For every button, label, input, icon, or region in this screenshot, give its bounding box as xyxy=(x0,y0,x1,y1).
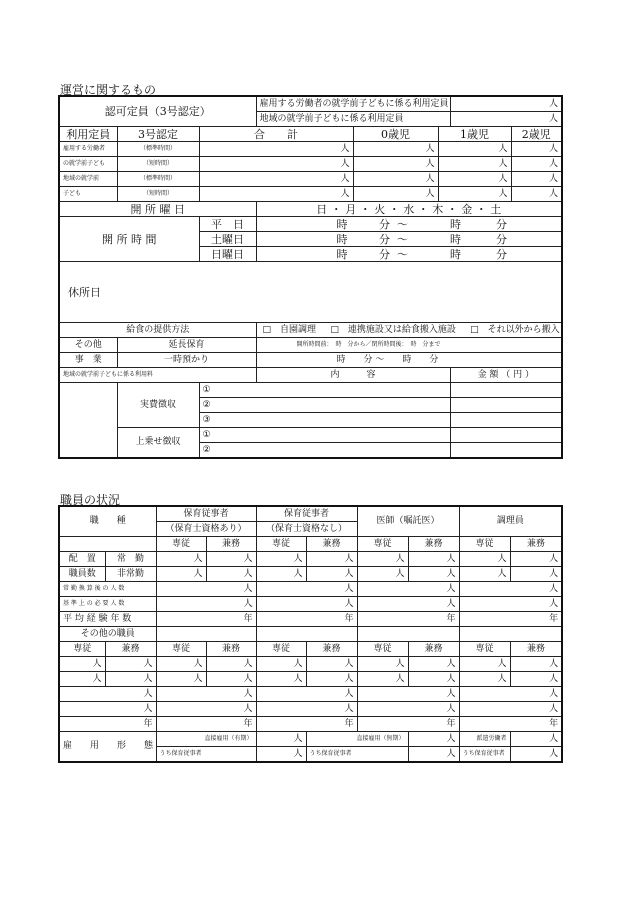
hitsuyo-cell[interactable]: 人 xyxy=(459,597,562,612)
riyo-label: 利用定員 xyxy=(59,127,117,142)
sonota-blank[interactable] xyxy=(256,627,357,642)
nintei-row2-label: 地域の就学前子どもに係る利用定員 xyxy=(256,112,450,127)
kansan-cell[interactable]: 人 xyxy=(357,582,459,597)
jippi-amount-3[interactable] xyxy=(450,413,562,428)
chokusetsu-yuki-label: 直接雇用（有期） xyxy=(156,732,256,747)
sonota-cell[interactable]: 人 xyxy=(459,672,510,687)
sonota-cell[interactable]: 人 xyxy=(357,657,408,672)
sonota-kenmu: 兼務 xyxy=(306,642,357,657)
chiiki-short-age2[interactable]: 人 xyxy=(511,187,562,202)
heikin-label: 平 均 経 験 年 数 xyxy=(59,612,156,627)
sonota-cell[interactable]: 人 xyxy=(408,672,459,687)
sonota-sum-cell[interactable]: 人 xyxy=(357,702,459,717)
sonota-year-cell[interactable]: 年 xyxy=(459,717,562,732)
uwanose-label: 上乗せ徴収 xyxy=(117,428,199,459)
hoiku-b-kenmu: 兼務 xyxy=(306,537,357,552)
sonota-kenmu: 兼務 xyxy=(206,642,256,657)
std-time-label: （標準時間） xyxy=(117,142,199,157)
kaisho-youbi-label: 開 所 曜 日 xyxy=(59,202,256,217)
rodosha-label-2: の就学前子ども xyxy=(59,157,117,172)
jippi-amount-1[interactable] xyxy=(450,383,562,398)
nintei-row2-value[interactable]: 人 xyxy=(450,112,562,127)
sonota-sum-cell[interactable]: 人 xyxy=(59,702,156,717)
rodosha-short-age1[interactable]: 人 xyxy=(438,157,511,172)
sonota-year-cell[interactable]: 年 xyxy=(59,717,156,732)
shokushu-sub-blank xyxy=(59,537,156,552)
sonota-sum-cell[interactable]: 人 xyxy=(156,687,256,702)
sonota-senju: 専従 xyxy=(59,642,105,657)
hoiku-a-header-1: 保育従事者 xyxy=(156,506,256,522)
haken-value[interactable]: 人 xyxy=(510,732,562,747)
kansan-cell[interactable]: 人 xyxy=(459,582,562,597)
sonota-sum-cell[interactable]: 人 xyxy=(59,687,156,702)
hitsuyo-cell[interactable]: 人 xyxy=(256,597,357,612)
jokin-cell[interactable]: 人 xyxy=(156,552,206,567)
sonota-year-cell[interactable]: 年 xyxy=(156,717,256,732)
sonota-cell[interactable]: 人 xyxy=(306,672,357,687)
chiiki-short-total[interactable]: 人 xyxy=(199,187,353,202)
doyoubi-label: 土曜日 xyxy=(199,232,256,247)
sonota-cell[interactable]: 人 xyxy=(59,657,105,672)
riyoryo-blank xyxy=(59,383,117,459)
jokin-label: 常 勤 xyxy=(105,552,156,567)
jokin-cell[interactable]: 人 xyxy=(357,552,408,567)
nintei-label: 認可定員（3号認定） xyxy=(59,96,256,127)
hoiku-b-senju: 専従 xyxy=(256,537,306,552)
jokin-cell[interactable]: 人 xyxy=(306,552,357,567)
rodosha-std-total[interactable]: 人 xyxy=(199,142,353,157)
chiiki-std-total[interactable]: 人 xyxy=(199,172,353,187)
sonota-blank[interactable] xyxy=(357,627,459,642)
shokuin-label: 職員数 xyxy=(59,567,105,582)
sonota-blank[interactable] xyxy=(156,627,256,642)
chori-senju: 専従 xyxy=(459,537,510,552)
std-time-label-2: （標準時間） xyxy=(117,172,199,187)
col-age2: 2歳児 xyxy=(511,127,562,142)
sonota-cell[interactable]: 人 xyxy=(105,657,156,672)
col-age0: 0歳児 xyxy=(353,127,438,142)
hijokin-cell[interactable]: 人 xyxy=(206,567,256,582)
sonota-label-2: 事 業 xyxy=(59,353,117,368)
uwanose-amount-1[interactable] xyxy=(450,428,562,443)
heikin-cell[interactable]: 年 xyxy=(156,612,256,627)
hijokin-cell[interactable]: 人 xyxy=(256,567,306,582)
jippi-label: 実費徴収 xyxy=(117,383,199,428)
nichiyoubi-hours[interactable]: 時 分 〜 時 分 xyxy=(256,247,562,262)
short-time-label-2: （短時間） xyxy=(117,187,199,202)
col-total: 合 計 xyxy=(199,127,353,142)
sonota-cell[interactable]: 人 xyxy=(510,672,562,687)
sonota-sum-cell[interactable]: 人 xyxy=(357,687,459,702)
kyushoku-options[interactable] xyxy=(256,323,562,338)
chiiki-std-age0[interactable]: 人 xyxy=(353,172,438,187)
sonota-kenmu: 兼務 xyxy=(408,642,459,657)
staff-table xyxy=(58,505,563,763)
uwanose-item-1[interactable]: ① xyxy=(199,428,450,443)
heijitsu-label: 平 日 xyxy=(199,217,256,232)
chokusetsu-muki-value[interactable]: 人 xyxy=(408,732,459,747)
hijokin-cell[interactable]: 人 xyxy=(306,567,357,582)
rodosha-short-age2[interactable]: 人 xyxy=(511,157,562,172)
sonota-kenmu: 兼務 xyxy=(510,642,562,657)
ishi-header: 医師（嘱託医） xyxy=(357,506,459,537)
sonota-cell[interactable]: 人 xyxy=(59,672,105,687)
encho-label: 延長保育 xyxy=(117,338,256,353)
sonota-sum-cell[interactable]: 人 xyxy=(156,702,256,717)
uchi-label-1: うち保育従事者 xyxy=(156,747,256,763)
hoiku-a-senju: 専従 xyxy=(156,537,206,552)
chiiki-short-age0[interactable]: 人 xyxy=(353,187,438,202)
kaisho-jikan-label: 開 所 時 間 xyxy=(59,217,199,262)
nintei-row1-value[interactable]: 人 xyxy=(450,96,562,112)
sonota-year-cell[interactable]: 年 xyxy=(256,717,357,732)
shokushu-header: 職 種 xyxy=(59,506,156,537)
jokin-cell[interactable]: 人 xyxy=(408,552,459,567)
heikin-cell[interactable]: 年 xyxy=(357,612,459,627)
koyo-label: 雇 用 形 態 xyxy=(59,732,156,763)
kansan-label: 常 勤 換 算 後 の 人 数 xyxy=(59,582,156,597)
sonota-cell[interactable]: 人 xyxy=(510,657,562,672)
naiyo-header: 内 容 xyxy=(256,368,450,383)
col-age1: 1歳児 xyxy=(438,127,511,142)
uchi-value-3[interactable]: 人 xyxy=(510,747,562,763)
sonota-label-1: その他 xyxy=(59,338,117,353)
uwanose-item-2[interactable]: ② xyxy=(199,443,450,459)
chori-header: 調理員 xyxy=(459,506,562,537)
jokin-cell[interactable]: 人 xyxy=(206,552,256,567)
rodosha-std-age0[interactable]: 人 xyxy=(353,142,438,157)
sonota-shokuin-label: その他の職員 xyxy=(59,627,156,642)
chiiki-label-2: 子ども xyxy=(59,187,117,202)
hoiku-a-kenmu: 兼務 xyxy=(206,537,256,552)
sonota-cell[interactable]: 人 xyxy=(156,672,206,687)
sonota-senju: 専従 xyxy=(156,642,206,657)
doyoubi-hours[interactable]: 時 分 〜 時 分 xyxy=(256,232,562,247)
jippi-item-1[interactable]: ① xyxy=(199,383,450,398)
heikin-cell[interactable]: 年 xyxy=(459,612,562,627)
hijokin-cell[interactable]: 人 xyxy=(357,567,408,582)
rodosha-short-age0[interactable]: 人 xyxy=(353,157,438,172)
rodosha-short-total[interactable]: 人 xyxy=(199,157,353,172)
chokusetsu-muki-label: 直接雇用（無期） xyxy=(306,732,408,747)
kingaku-header: 金 額 （ 円 ） xyxy=(450,368,562,383)
hijokin-cell[interactable]: 人 xyxy=(459,567,510,582)
youbi-value[interactable]: 日 ・ 月 ・ 火 ・ 水 ・ 木 ・ 金 ・ 土 xyxy=(256,202,562,217)
sonota-cell[interactable]: 人 xyxy=(256,672,306,687)
sonota-sum-cell[interactable]: 人 xyxy=(459,687,562,702)
operations-table xyxy=(58,95,563,459)
sonota-cell[interactable]: 人 xyxy=(408,657,459,672)
sonota-sum-cell[interactable]: 人 xyxy=(459,702,562,717)
hitsuyo-cell[interactable]: 人 xyxy=(357,597,459,612)
sonota-cell[interactable]: 人 xyxy=(206,672,256,687)
nintei-row1-label: 雇用する労働者の就学前子どもに係る利用定員 xyxy=(256,96,450,112)
jippi-item-3[interactable]: ③ xyxy=(199,413,450,428)
hoiku-b-header-1: 保育従事者 xyxy=(256,506,357,522)
rodosha-std-age1[interactable]: 人 xyxy=(438,142,511,157)
sonota-cell[interactable]: 人 xyxy=(256,657,306,672)
sonota-blank[interactable] xyxy=(459,627,562,642)
chiiki-std-age1[interactable]: 人 xyxy=(438,172,511,187)
uchi-label-2: うち保育従事者 xyxy=(306,747,408,763)
uwanose-amount-2[interactable] xyxy=(450,443,562,459)
sango-label: 3号認定 xyxy=(117,127,199,142)
chori-kenmu: 兼務 xyxy=(510,537,562,552)
jokin-cell[interactable]: 人 xyxy=(510,552,562,567)
sonota-senju: 専従 xyxy=(256,642,306,657)
sonota-cell[interactable]: 人 xyxy=(459,657,510,672)
kyushoku-opt2-checkbox[interactable]: □ 連携施設又は給食搬入施設 xyxy=(330,324,456,335)
uchi-label-3: うち保育従事者 xyxy=(459,747,510,763)
chiiki-label-1: 地域の就学前 xyxy=(59,172,117,187)
sonota-year-cell[interactable]: 年 xyxy=(357,717,459,732)
haken-label: 派遣労働者 xyxy=(459,732,510,747)
hoiku-b-header-2: （保育士資格なし） xyxy=(256,522,357,537)
rodosha-std-age2[interactable]: 人 xyxy=(511,142,562,157)
riyoryo-label: 地域の就学前子どもに係る利用料 xyxy=(59,368,256,383)
uchi-value-2[interactable]: 人 xyxy=(408,747,459,763)
section-title-operations: 運営に関するもの xyxy=(60,83,157,97)
heikin-cell[interactable]: 年 xyxy=(256,612,357,627)
kansan-cell[interactable]: 人 xyxy=(156,582,256,597)
jippi-item-2[interactable]: ② xyxy=(199,398,450,413)
hijokin-cell[interactable]: 人 xyxy=(156,567,206,582)
kyusho-field[interactable]: 休所日 xyxy=(59,262,562,323)
sonota-cell[interactable]: 人 xyxy=(357,672,408,687)
ishi-senju: 専従 xyxy=(357,537,408,552)
sonota-kenmu: 兼務 xyxy=(105,642,156,657)
uchi-value-1[interactable]: 人 xyxy=(256,747,306,763)
sonota-sum-cell[interactable]: 人 xyxy=(256,702,357,717)
hijokin-cell[interactable]: 人 xyxy=(510,567,562,582)
ishi-kenmu: 兼務 xyxy=(408,537,459,552)
ichiji-label: 一時預かり xyxy=(117,353,256,368)
kyushoku-label: 給食の提供方法 xyxy=(59,323,256,338)
sonota-cell[interactable]: 人 xyxy=(156,657,206,672)
hitsuyo-label: 基 準 上 の 必 要 人 数 xyxy=(59,597,156,612)
jokin-cell[interactable]: 人 xyxy=(459,552,510,567)
sonota-cell[interactable]: 人 xyxy=(105,672,156,687)
rodosha-label-1: 雇用する労働者 xyxy=(59,142,117,157)
kansan-cell[interactable]: 人 xyxy=(256,582,357,597)
heijitsu-hours[interactable]: 時 分 〜 時 分 xyxy=(256,217,562,232)
hijokin-label: 非常勤 xyxy=(105,567,156,582)
ichiji-time[interactable]: 時 分 〜 時 分 xyxy=(256,353,562,368)
hijokin-cell[interactable]: 人 xyxy=(408,567,459,582)
section-title-staff: 職員の状況 xyxy=(60,493,121,507)
chiiki-std-age2[interactable]: 人 xyxy=(511,172,562,187)
hitsuyo-cell[interactable]: 人 xyxy=(156,597,256,612)
kyushoku-opt1-checkbox[interactable]: □ 自園調理 xyxy=(262,324,317,335)
encho-detail[interactable]: 開所時間前： 時 分から／閉所時間後： 時 分まで xyxy=(256,338,562,353)
haichi-label: 配 置 xyxy=(59,552,105,567)
sonota-senju: 専従 xyxy=(357,642,408,657)
jokin-cell[interactable]: 人 xyxy=(256,552,306,567)
sonota-sum-cell[interactable]: 人 xyxy=(256,687,357,702)
kyushoku-opt3-checkbox[interactable]: □ それ以外から搬入 xyxy=(470,324,560,335)
short-time-label: （短時間） xyxy=(117,157,199,172)
sonota-senju: 専従 xyxy=(459,642,510,657)
sonota-cell[interactable]: 人 xyxy=(306,657,357,672)
hoiku-a-header-2: （保育士資格あり） xyxy=(156,522,256,537)
nichiyoubi-label: 日曜日 xyxy=(199,247,256,262)
sonota-cell[interactable]: 人 xyxy=(206,657,256,672)
chokusetsu-yuki-value[interactable]: 人 xyxy=(256,732,306,747)
chiiki-short-age1[interactable]: 人 xyxy=(438,187,511,202)
jippi-amount-2[interactable] xyxy=(450,398,562,413)
